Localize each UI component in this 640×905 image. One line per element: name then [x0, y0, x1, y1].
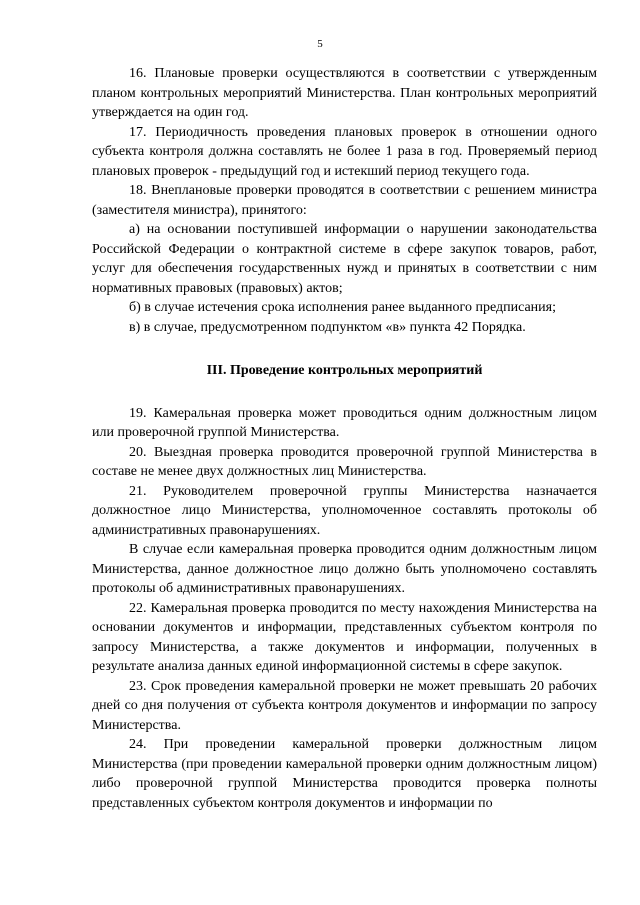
paragraph-18-v: в) в случае, предусмотренном подпунктом «в» пункта 42 Порядка.	[129, 319, 526, 335]
paragraph-22: 22. Камеральная проверка проводится по месту нахождения Министерства на основании документов и информации, представленных субъектом контроля по запросу Министерства, а также документов и информации, полученных в результате анализа данных единой информационной системы в сфере закупок.	[92, 600, 597, 674]
paragraph-18-b: б) в случае истечения срока исполнения ранее выданного предписания;	[129, 300, 556, 315]
paragraph-24: 24. При проведении камеральной проверки должностным лицом Министерства (при проведении камеральной проверки одним должностным лицом) либо проверочной группой Министерства проводится проверка полноты представленных субъектом контроля документов и информации по	[92, 737, 597, 811]
paragraph-21: 21. Руководителем проверочной группы Министерства назначается должностное лицо Министерства, уполномоченное составлять протоколы об административных правонарушениях.	[92, 483, 597, 538]
page-number: 5	[317, 38, 323, 50]
paragraph-20: 20. Выездная проверка проводится проверочной группой Министерства в составе не менее двух должностных лиц Министерства.	[92, 444, 597, 479]
paragraph-16: 16. Плановые проверки осуществляются в соответствии с утвержденным планом контрольных мероприятий Министерства. План контрольных мероприятий утверждается на один год.	[92, 66, 597, 120]
paragraph-18: 18. Внеплановые проверки проводятся в соответствии с решением министра (заместителя министра), принятого:	[92, 183, 597, 218]
section-heading: III. Проведение контрольных мероприятий	[206, 363, 483, 378]
paragraph-17: 17. Периодичность проведения плановых проверок в отношении одного субъекта контроля должна составлять не более 1 раза в год. Проверяемый период плановых проверок - предыдущий год и истекший период текущего года.	[92, 124, 597, 179]
paragraph-19: 19. Камеральная проверка может проводиться одним должностным лицом или проверочной группой Министерства.	[92, 405, 597, 440]
paragraph-18-a: а) на основании поступившей информации о нарушении законодательства Российской Федерации о контрактной системе в сфере закупок товаров, работ, услуг для обеспечения государственных нужд и принятых в соответствии с ним нормативных правовых (правовых) актов;	[92, 222, 597, 296]
paragraph-23: 23. Срок проведения камеральной проверки не может превышать 20 рабочих дней со дня получения от субъекта контроля документов и информации по запросу Министерства.	[92, 678, 597, 733]
paragraph-21-note: В случае если камеральная проверка проводится одним должностным лицом Министерства, данное должностное лицо должно быть уполномочено составлять протоколы об административных правонарушениях.	[92, 542, 597, 596]
document-body	[92, 64, 597, 813]
